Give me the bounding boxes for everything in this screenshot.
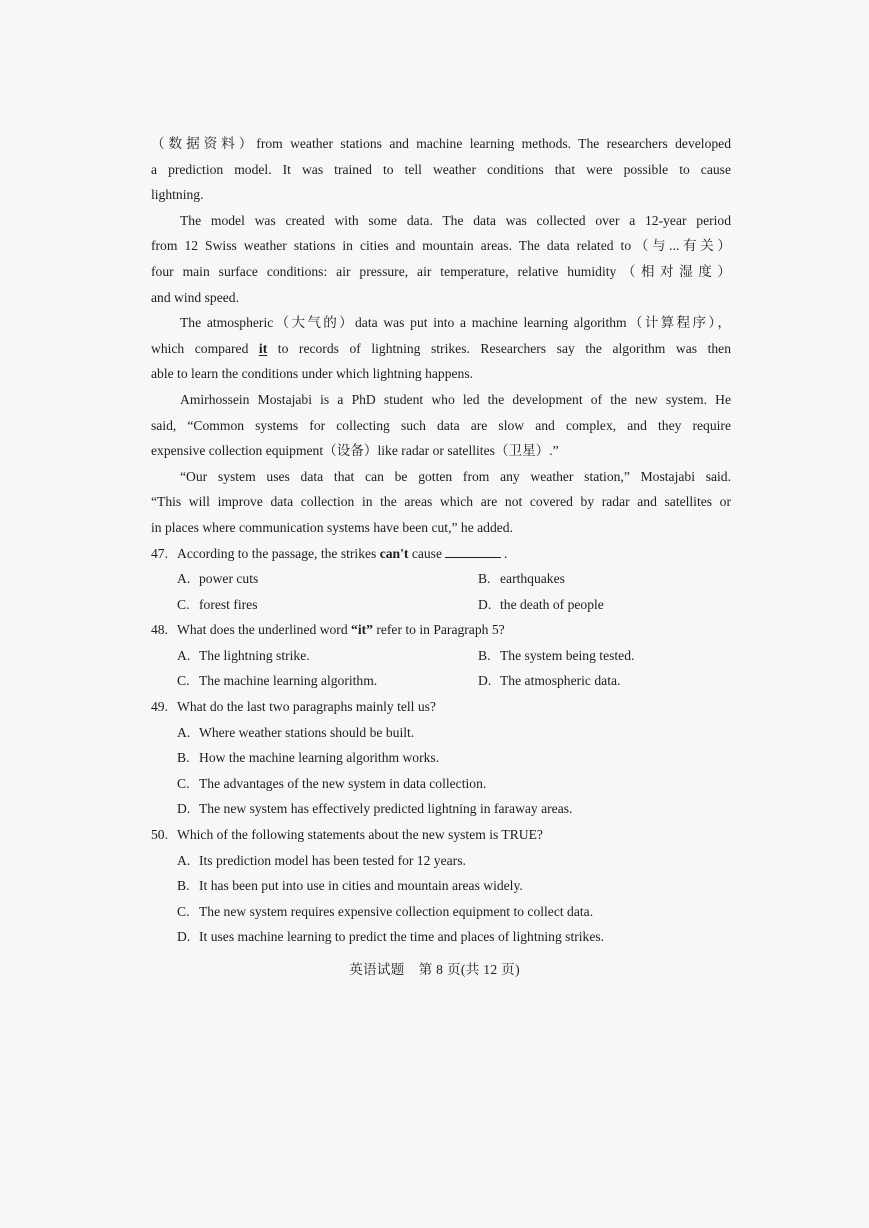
option-text: earthquakes xyxy=(500,571,565,587)
option-letter: C. xyxy=(177,903,190,919)
text-fragment: to records of lightning strikes. Researchers say the algorithm was then xyxy=(267,340,731,356)
passage-and-questions xyxy=(151,131,731,950)
option-letter: A. xyxy=(177,852,191,868)
text-line: a prediction model. It was trained to tell weather conditions that were possible to cause xyxy=(151,161,731,177)
text-line: able to learn the conditions under which lightning happens. xyxy=(151,366,474,382)
stem-bold: “it” xyxy=(351,622,373,638)
option-text: power cuts xyxy=(199,571,259,587)
option-text: Where weather stations should be built. xyxy=(199,724,415,740)
paragraph-5 xyxy=(151,464,731,541)
question-number: 47. xyxy=(151,545,168,561)
option-letter: B. xyxy=(478,571,491,587)
option-letter: D. xyxy=(478,596,492,612)
option-text: The new system requires expensive collection equipment to collect data. xyxy=(199,903,594,919)
option-letter: C. xyxy=(177,673,190,689)
text-line: lightning. xyxy=(151,187,204,203)
option-text: How the machine learning algorithm works. xyxy=(199,750,440,766)
text-line: “This will improve data collection in the areas which are not covered by radar and satellites or xyxy=(151,494,731,510)
underlined-word-it: it xyxy=(258,340,268,356)
text-line: and wind speed. xyxy=(151,289,239,305)
option-d[interactable] xyxy=(453,592,731,618)
option-a[interactable] xyxy=(151,643,453,669)
option-row xyxy=(151,643,731,669)
option-c[interactable] xyxy=(151,771,731,797)
option-c[interactable] xyxy=(151,899,731,925)
text-line: Amirhossein Mostajabi is a PhD student who led the development of the new system. He xyxy=(180,391,731,407)
paragraph-2 xyxy=(151,208,731,310)
option-a[interactable] xyxy=(151,848,731,874)
option-text: the death of people xyxy=(500,596,604,612)
option-text: The lightning strike. xyxy=(199,647,310,663)
stem-text: Which of the following statements about the new system is TRUE? xyxy=(177,827,543,843)
question-stem xyxy=(151,694,731,720)
option-b[interactable] xyxy=(151,873,731,899)
paragraph-4 xyxy=(151,387,731,464)
option-row xyxy=(151,668,731,694)
question-number: 50. xyxy=(151,827,168,843)
option-d[interactable] xyxy=(453,668,731,694)
option-letter: B. xyxy=(177,878,190,894)
option-row xyxy=(151,566,731,592)
option-a[interactable] xyxy=(151,566,453,592)
question-47 xyxy=(151,541,731,618)
option-letter: A. xyxy=(177,571,191,587)
question-stem xyxy=(151,822,731,848)
paragraph-3 xyxy=(151,310,731,387)
option-a[interactable] xyxy=(151,720,731,746)
paragraph-1 xyxy=(151,131,731,208)
option-text: Its prediction model has been tested for 12 years. xyxy=(199,852,466,868)
option-text: The system being tested. xyxy=(500,647,635,663)
option-letter: B. xyxy=(478,647,491,663)
option-c[interactable] xyxy=(151,592,453,618)
answer-blank[interactable] xyxy=(445,544,501,558)
stem-text: cause xyxy=(408,545,443,561)
option-c[interactable] xyxy=(151,668,453,694)
option-text: The machine learning algorithm. xyxy=(199,673,378,689)
question-stem xyxy=(151,541,731,567)
option-text: forest fires xyxy=(199,596,258,612)
option-letter: C. xyxy=(177,596,190,612)
stem-bold: can't xyxy=(379,545,409,561)
stem-text: refer to in Paragraph 5? xyxy=(372,622,505,638)
text-line: The atmospheric（大气的）data was put into a machine learning algorithm（计算程序）， xyxy=(180,315,731,331)
option-text: The new system has effectively predicted lightning in faraway areas. xyxy=(199,801,573,817)
option-letter: D. xyxy=(177,929,191,945)
option-row xyxy=(151,592,731,618)
option-b[interactable] xyxy=(453,566,731,592)
question-number: 48. xyxy=(151,622,168,638)
option-letter: A. xyxy=(177,647,191,663)
text-line: The model was created with some data. The data was collected over a 12-year period xyxy=(180,212,731,228)
page-footer: 英语试题 第 8 页(共 12 页) xyxy=(349,962,520,977)
option-text: It uses machine learning to predict the time and places of lightning strikes. xyxy=(199,929,605,945)
stem-text: What does the underlined word xyxy=(177,622,352,638)
stem-text: . xyxy=(504,545,508,561)
question-stem xyxy=(151,617,731,643)
option-text: It has been put into use in cities and mountain areas widely. xyxy=(199,878,523,894)
text-line: “Our system uses data that can be gotten from any weather station,” Mostajabi said. xyxy=(180,468,731,484)
option-letter: C. xyxy=(177,775,190,791)
text-line: from 12 Swiss weather stations in cities and mountain areas. The data related to（与...有关） xyxy=(151,238,731,254)
option-letter: B. xyxy=(177,750,190,766)
option-text: The advantages of the new system in data collection. xyxy=(199,775,487,791)
question-48 xyxy=(151,617,731,694)
option-letter: D. xyxy=(177,801,191,817)
option-text: The atmospheric data. xyxy=(500,673,621,689)
text-line: expensive collection equipment（设备）like radar or satellites（卫星）.” xyxy=(151,443,559,459)
question-50 xyxy=(151,822,731,950)
question-49 xyxy=(151,694,731,822)
stem-text: What do the last two paragraphs mainly tell us? xyxy=(177,699,436,715)
text-line: in places where communication systems have been cut,” he added. xyxy=(151,519,513,535)
option-letter: A. xyxy=(177,724,191,740)
text-line xyxy=(151,336,731,362)
option-b[interactable] xyxy=(453,643,731,669)
option-d[interactable] xyxy=(151,924,731,950)
stem-text: According to the passage, the strikes xyxy=(177,545,380,561)
text-fragment: which compared xyxy=(151,340,259,356)
option-d[interactable] xyxy=(151,796,731,822)
text-line: （数据资料）from weather stations and machine learning methods. The researchers developed xyxy=(151,136,731,151)
option-b[interactable] xyxy=(151,745,731,771)
option-letter: D. xyxy=(478,673,492,689)
question-number: 49. xyxy=(151,699,168,715)
text-line: four main surface conditions: air pressure, air temperature, relative humidity（相对湿度） xyxy=(151,263,731,279)
text-line: said, “Common systems for collecting such data are slow and complex, and they require xyxy=(151,417,731,433)
